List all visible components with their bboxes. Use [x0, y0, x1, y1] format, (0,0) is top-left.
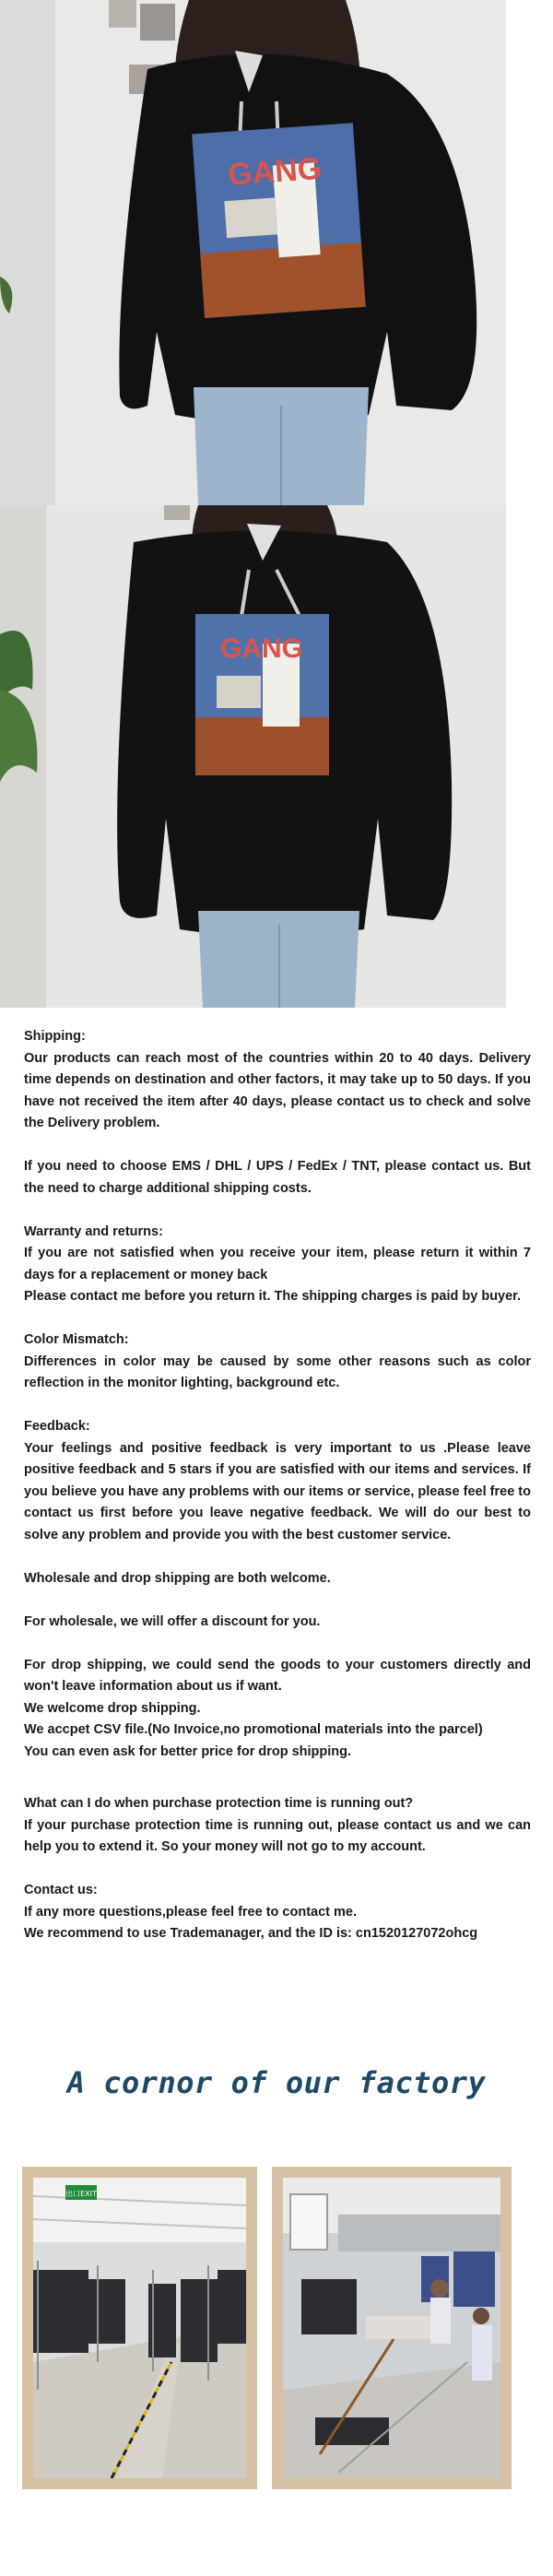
feedback-heading: Feedback:	[24, 1419, 90, 1434]
warranty-para-2: Please contact me before you return it. The shipping charges is paid by buyer.	[24, 1289, 522, 1304]
shipping-para-1: Our products can reach most of the countries within 20 to 40 days. Delivery time depends on destination and other factors, it may take up to 50 days. If you have not received the item after 40 days, please contact us to check and solve the Delivery problem.	[24, 1050, 531, 1130]
exit-sign-text: 出口EXIT	[65, 2190, 97, 2198]
color-para-1: Differences in color may be caused by some other reasons such as color reflection in the monitor lighting, background etc.	[24, 1353, 531, 1390]
feedback-para-1: Your feelings and positive feedback is very important to us .Please leave positive feedback and 5 stars if you are satisfied with our items and services. If you believe you have any problems with our items or service, please feel free to contact us first before you leave negative feedback. We will do our best to solve any problem and provide you with the best customer service.	[24, 1440, 531, 1542]
contact-heading: Contact us:	[24, 1883, 98, 1897]
shipping-para-2: If you need to choose EMS / DHL / UPS / FedEx / TNT, please contact us. But the need to charge additional shipping costs.	[24, 1159, 531, 1196]
wholesale-line-3: For drop shipping, we could send the goods to your customers directly and won't leave information about us if want.	[24, 1657, 531, 1694]
product-photo-1	[0, 0, 506, 505]
wholesale-line-6: You can even ask for better price for drop shipping.	[24, 1743, 352, 1759]
protection-contact-text	[24, 1793, 531, 1945]
shipping-heading: Shipping:	[24, 1029, 86, 1044]
protection-answer: If your purchase protection time is running out, please contact us and we can help you to extend it. So your money will not go to my account.	[24, 1817, 531, 1854]
wholesale-line-1: Wholesale and drop shipping are both welcome.	[24, 1570, 331, 1586]
color-heading: Color Mismatch:	[24, 1332, 129, 1347]
product-photo-2	[0, 505, 506, 1008]
contact-line-1: If any more questions,please feel free to contact me.	[24, 1904, 357, 1920]
wholesale-line-5: We accpet CSV file.(No Invoice,no promotional materials into the parcel)	[24, 1722, 483, 1737]
print-text-1: GANG	[227, 150, 324, 193]
protection-question: What can I do when purchase protection time is running out?	[24, 1796, 414, 1811]
print-text-2: GANG	[220, 633, 303, 664]
factory-photo-1	[22, 2167, 257, 2489]
wholesale-line-4: We welcome drop shipping.	[24, 1700, 201, 1716]
warranty-para-1: If you are not satisfied when you receive your item, please return it within 7 days for a replacement or money back	[24, 1246, 531, 1282]
description-text	[24, 1026, 531, 1763]
wholesale-line-2: For wholesale, we will offer a discount for you.	[24, 1613, 321, 1629]
contact-line-2: We recommend to use Trademanager, and the ID is: cn1520127072ohcg	[24, 1926, 478, 1941]
warranty-heading: Warranty and returns:	[24, 1223, 163, 1239]
factory-photo-2	[272, 2167, 512, 2489]
factory-heading: A cornor of our factory	[66, 2065, 487, 2100]
